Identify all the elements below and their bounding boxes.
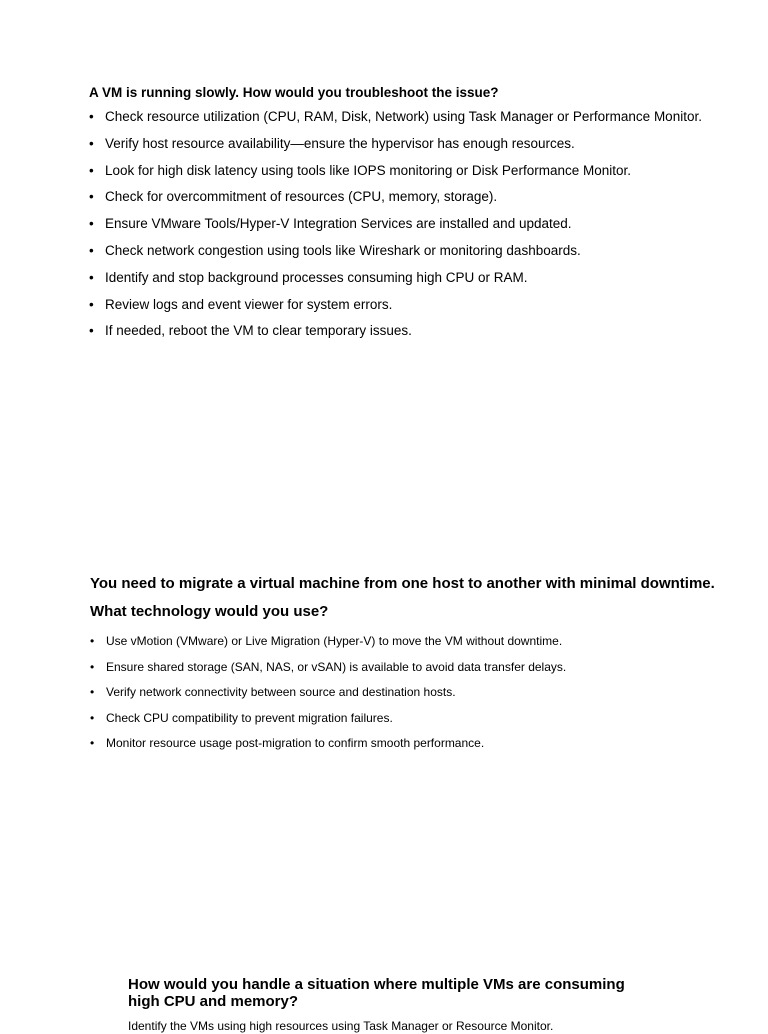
bullet-icon: • bbox=[89, 135, 94, 151]
bullet-icon: • bbox=[89, 109, 94, 124]
bullet-list bbox=[89, 104, 749, 345]
bullet-icon: • bbox=[89, 216, 94, 232]
bullet-icon: • bbox=[89, 269, 94, 285]
list-item-text: Ensure VMware Tools/Hyper-V Integration Services are installed and updated. bbox=[105, 216, 572, 232]
list-item-text: Identify and stop background processes consuming high CPU or RAM. bbox=[105, 269, 528, 285]
list-item-text: Review logs and event viewer for system errors. bbox=[105, 296, 393, 312]
list-item bbox=[89, 211, 749, 238]
section-heading: A VM is running slowly. How would you troubleshoot the issue? bbox=[89, 85, 499, 100]
list-item-text: Check network congestion using tools like Wireshark or monitoring dashboards. bbox=[105, 242, 581, 258]
section-heading-continued: What technology would you use? bbox=[90, 603, 329, 620]
list-item-text: Ensure shared storage (SAN, NAS, or vSAN) is available to avoid data transfer delays. bbox=[106, 659, 567, 674]
list-item bbox=[90, 707, 760, 733]
list-item bbox=[90, 656, 760, 682]
section-heading: How would you handle a situation where multiple VMs are consuming bbox=[128, 976, 625, 993]
vm-migration-section bbox=[90, 570, 760, 758]
list-item bbox=[89, 318, 749, 345]
list-item-text: Verify network connectivity between source and destination hosts. bbox=[106, 685, 456, 699]
bullet-icon: • bbox=[89, 189, 94, 205]
list-item bbox=[89, 238, 749, 265]
section-heading: You need to migrate a virtual machine from one host to another with minimal downtime. bbox=[90, 575, 715, 592]
high-cpu-memory-section bbox=[128, 976, 668, 1033]
list-item-text: Monitor resource usage post-migration to confirm smooth performance. bbox=[106, 736, 485, 750]
list-item-text: If needed, reboot the VM to clear temporary issues. bbox=[105, 323, 412, 339]
partial-list-item-text: Identify the VMs using high resources using Task Manager or Resource Monitor. bbox=[128, 1019, 554, 1033]
bullet-icon: • bbox=[90, 634, 95, 648]
list-item-text: Look for high disk latency using tools like IOPS monitoring or Disk Performance Monitor. bbox=[105, 162, 631, 178]
list-item bbox=[89, 184, 749, 211]
list-item-text: Check resource utilization (CPU, RAM, Disk, Network) using Task Manager or Performance Monitor. bbox=[105, 109, 702, 124]
list-item bbox=[89, 104, 749, 131]
list-item bbox=[89, 131, 749, 158]
section-heading-continued: high CPU and memory? bbox=[128, 993, 299, 1010]
troubleshoot-slow-vm-section bbox=[89, 84, 749, 345]
bullet-icon: • bbox=[90, 736, 95, 750]
list-item bbox=[89, 158, 749, 185]
bullet-icon: • bbox=[89, 162, 94, 178]
list-item bbox=[89, 265, 749, 292]
list-item bbox=[90, 732, 760, 758]
bullet-icon: • bbox=[90, 659, 95, 674]
bullet-icon: • bbox=[90, 710, 95, 725]
bullet-icon: • bbox=[89, 296, 94, 312]
list-item-text: Check CPU compatibility to prevent migration failures. bbox=[106, 710, 393, 725]
bullet-list bbox=[90, 630, 760, 758]
bullet-icon: • bbox=[90, 685, 95, 699]
list-item bbox=[90, 681, 760, 707]
list-item-text: Use vMotion (VMware) or Live Migration (Hyper-V) to move the VM without downtime. bbox=[106, 634, 563, 648]
list-item-text: Check for overcommitment of resources (CPU, memory, storage). bbox=[105, 189, 498, 205]
list-item-text: Verify host resource availability—ensure the hypervisor has enough resources. bbox=[105, 135, 575, 151]
bullet-icon: • bbox=[89, 323, 94, 339]
bullet-icon: • bbox=[89, 242, 94, 258]
list-item bbox=[90, 630, 760, 656]
list-item bbox=[89, 292, 749, 319]
